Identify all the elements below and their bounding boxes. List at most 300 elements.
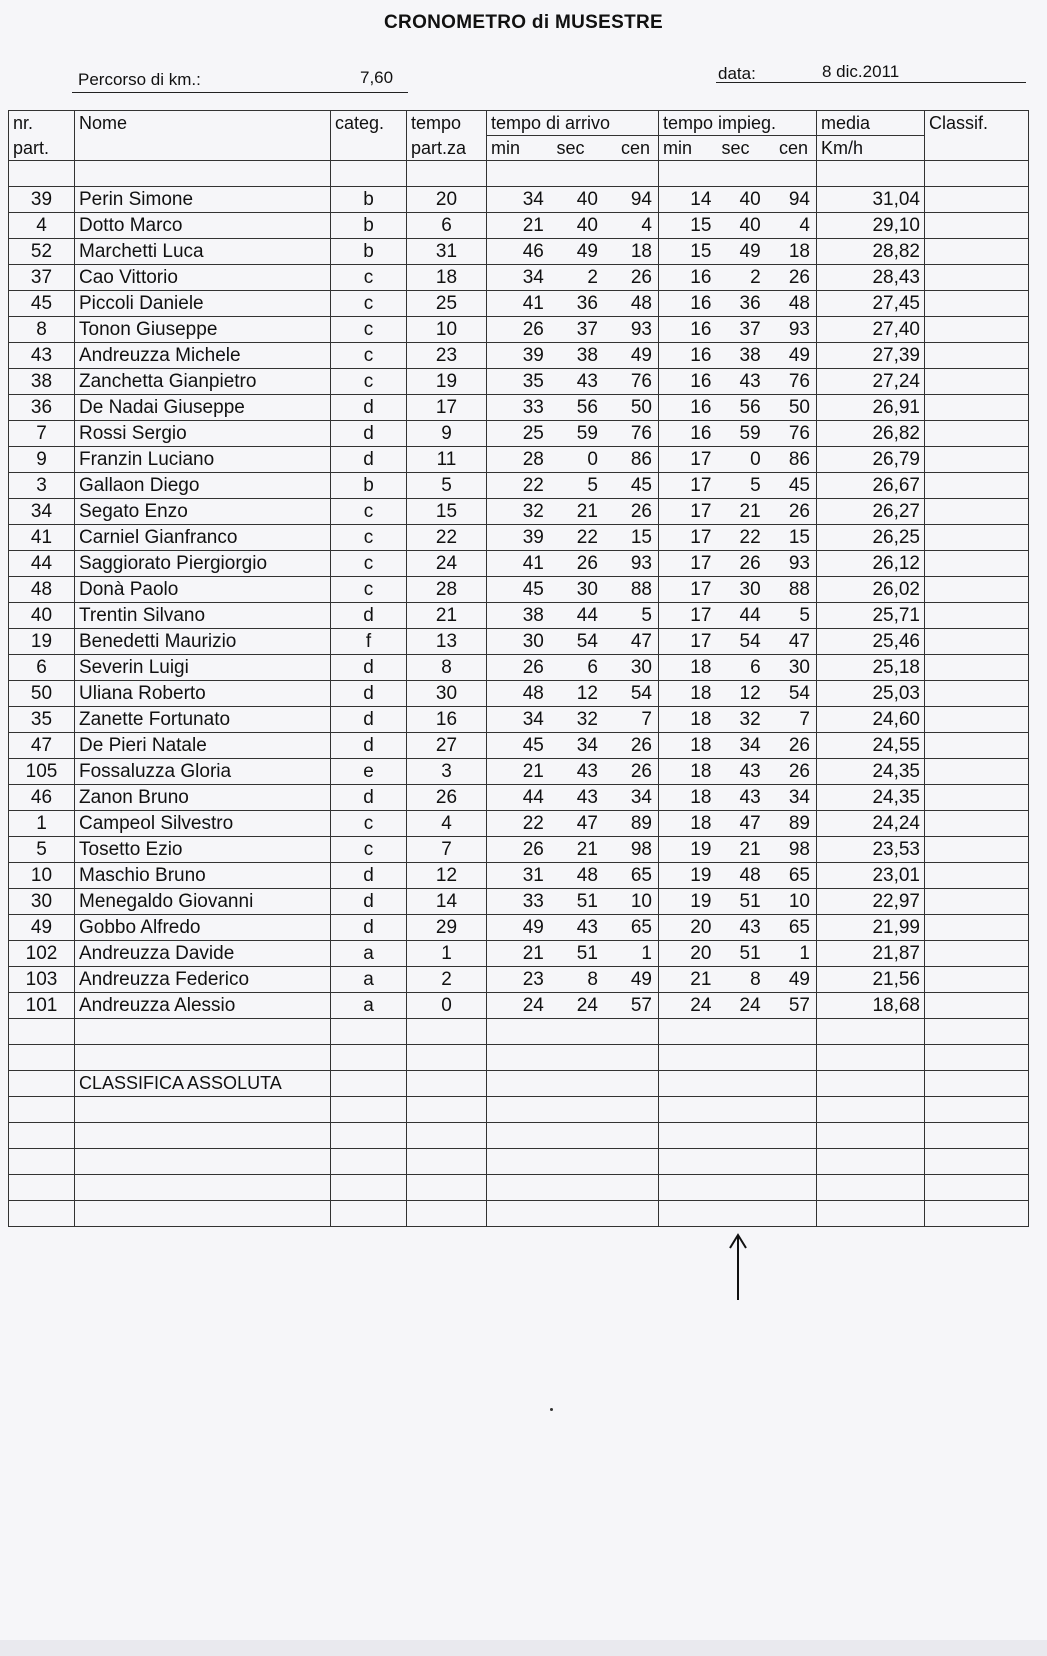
arrival-min: 26 bbox=[522, 319, 544, 340]
start-time: 26 bbox=[407, 785, 487, 811]
elapsed-cen: 7 bbox=[799, 709, 810, 730]
participant-number: 6 bbox=[9, 655, 75, 681]
participant-number: 52 bbox=[9, 239, 75, 265]
table-row bbox=[9, 395, 1029, 421]
elapsed-min: 16 bbox=[690, 423, 712, 444]
participant-name: Menegaldo Giovanni bbox=[75, 889, 331, 915]
arrival-time bbox=[487, 291, 659, 317]
arrival-cen: 30 bbox=[630, 657, 652, 678]
category: b bbox=[331, 213, 407, 239]
average-speed: 27,45 bbox=[817, 291, 925, 317]
elapsed-min: 19 bbox=[690, 891, 712, 912]
participant-number: 50 bbox=[9, 681, 75, 707]
blank-row bbox=[9, 161, 1029, 187]
arrival-min: 22 bbox=[522, 813, 544, 834]
arrival-min: 34 bbox=[522, 189, 544, 210]
start-time: 28 bbox=[407, 577, 487, 603]
table-row bbox=[9, 681, 1029, 707]
header-arrivo-cen: cen bbox=[620, 138, 650, 158]
participant-number: 7 bbox=[9, 421, 75, 447]
average-speed: 27,40 bbox=[817, 317, 925, 343]
arrival-cen: 93 bbox=[630, 553, 652, 574]
arrival-min: 31 bbox=[522, 865, 544, 886]
arrival-time bbox=[487, 239, 659, 265]
elapsed-cen: 10 bbox=[788, 891, 810, 912]
participant-name: Donà Paolo bbox=[75, 577, 331, 603]
elapsed-min: 17 bbox=[690, 475, 712, 496]
start-time: 23 bbox=[407, 343, 487, 369]
arrival-time bbox=[487, 993, 659, 1019]
elapsed-cen: 76 bbox=[788, 423, 810, 444]
scan-edge bbox=[0, 1640, 1047, 1656]
up-arrow-icon bbox=[728, 1232, 748, 1302]
elapsed-cen: 93 bbox=[788, 319, 810, 340]
participant-number: 48 bbox=[9, 577, 75, 603]
arrival-min: 34 bbox=[522, 709, 544, 730]
classification bbox=[925, 265, 1029, 291]
elapsed-time bbox=[659, 655, 817, 681]
category: d bbox=[331, 655, 407, 681]
table-row bbox=[9, 785, 1029, 811]
arrival-min: 23 bbox=[522, 969, 544, 990]
participant-name: Maschio Bruno bbox=[75, 863, 331, 889]
arrival-sec: 43 bbox=[576, 761, 598, 782]
table-row bbox=[9, 707, 1029, 733]
arrival-min: 45 bbox=[522, 579, 544, 600]
participant-name: Andreuzza Alessio bbox=[75, 993, 331, 1019]
header-arrivo-min: min bbox=[491, 138, 521, 158]
header-impieg-sub bbox=[659, 136, 817, 161]
average-speed: 26,67 bbox=[817, 473, 925, 499]
arrival-sec: 24 bbox=[576, 995, 598, 1016]
elapsed-min: 16 bbox=[690, 267, 712, 288]
arrival-time bbox=[487, 577, 659, 603]
table-row bbox=[9, 291, 1029, 317]
elapsed-sec: 43 bbox=[739, 761, 761, 782]
header-impieg-min: min bbox=[663, 138, 693, 158]
arrival-cen: 98 bbox=[630, 839, 652, 860]
elapsed-min: 15 bbox=[690, 215, 712, 236]
participant-number: 41 bbox=[9, 525, 75, 551]
elapsed-sec: 2 bbox=[750, 267, 761, 288]
start-time: 22 bbox=[407, 525, 487, 551]
category: a bbox=[331, 967, 407, 993]
arrival-cen: 5 bbox=[641, 605, 652, 626]
participant-name: Cao Vittorio bbox=[75, 265, 331, 291]
arrival-time bbox=[487, 733, 659, 759]
header-partza: part.za bbox=[407, 136, 487, 161]
header-part: part. bbox=[9, 136, 75, 161]
elapsed-sec: 51 bbox=[739, 943, 761, 964]
elapsed-sec: 43 bbox=[739, 371, 761, 392]
percorso-label: Percorso di km.: bbox=[78, 70, 201, 89]
arrival-cen: 10 bbox=[630, 891, 652, 912]
arrival-sec: 43 bbox=[576, 917, 598, 938]
elapsed-sec: 49 bbox=[739, 241, 761, 262]
start-time: 5 bbox=[407, 473, 487, 499]
elapsed-min: 20 bbox=[690, 943, 712, 964]
start-time: 4 bbox=[407, 811, 487, 837]
participant-name: Campeol Silvestro bbox=[75, 811, 331, 837]
classification bbox=[925, 681, 1029, 707]
start-time: 14 bbox=[407, 889, 487, 915]
arrival-sec: 40 bbox=[576, 215, 598, 236]
classification bbox=[925, 551, 1029, 577]
participant-name: Segato Enzo bbox=[75, 499, 331, 525]
average-speed: 25,71 bbox=[817, 603, 925, 629]
elapsed-cen: 1 bbox=[799, 943, 810, 964]
arrival-sec: 12 bbox=[576, 683, 598, 704]
participant-number: 19 bbox=[9, 629, 75, 655]
arrival-time bbox=[487, 707, 659, 733]
elapsed-min: 16 bbox=[690, 319, 712, 340]
arrival-sec: 56 bbox=[576, 397, 598, 418]
elapsed-time bbox=[659, 863, 817, 889]
participant-name: Andreuzza Federico bbox=[75, 967, 331, 993]
elapsed-min: 14 bbox=[690, 189, 712, 210]
arrival-sec: 5 bbox=[587, 475, 598, 496]
category: f bbox=[331, 629, 407, 655]
elapsed-time bbox=[659, 707, 817, 733]
category: d bbox=[331, 889, 407, 915]
header-classif: Classif. bbox=[925, 111, 1029, 161]
participant-name: Tonon Giuseppe bbox=[75, 317, 331, 343]
arrival-sec: 0 bbox=[587, 449, 598, 470]
table-row bbox=[9, 655, 1029, 681]
start-time: 15 bbox=[407, 499, 487, 525]
participant-number: 8 bbox=[9, 317, 75, 343]
category: c bbox=[331, 837, 407, 863]
arrival-time bbox=[487, 525, 659, 551]
page-title: CRONOMETRO di MUSESTRE bbox=[384, 12, 663, 33]
arrival-cen: 45 bbox=[630, 475, 652, 496]
blank-row bbox=[9, 1045, 1029, 1071]
elapsed-min: 19 bbox=[690, 865, 712, 886]
participant-name: Trentin Silvano bbox=[75, 603, 331, 629]
elapsed-cen: 47 bbox=[788, 631, 810, 652]
arrival-cen: 50 bbox=[630, 397, 652, 418]
start-time: 20 bbox=[407, 187, 487, 213]
participant-number: 43 bbox=[9, 343, 75, 369]
arrival-min: 45 bbox=[522, 735, 544, 756]
average-speed: 27,39 bbox=[817, 343, 925, 369]
participant-number: 35 bbox=[9, 707, 75, 733]
arrival-sec: 6 bbox=[587, 657, 598, 678]
arrival-min: 38 bbox=[522, 605, 544, 626]
category: c bbox=[331, 291, 407, 317]
arrival-sec: 44 bbox=[576, 605, 598, 626]
blank-row bbox=[9, 1175, 1029, 1201]
arrival-min: 39 bbox=[522, 345, 544, 366]
arrival-min: 24 bbox=[522, 995, 544, 1016]
average-speed: 21,56 bbox=[817, 967, 925, 993]
table-row bbox=[9, 473, 1029, 499]
arrival-sec: 54 bbox=[576, 631, 598, 652]
elapsed-cen: 15 bbox=[788, 527, 810, 548]
category: d bbox=[331, 915, 407, 941]
elapsed-time bbox=[659, 213, 817, 239]
start-time: 11 bbox=[407, 447, 487, 473]
elapsed-time bbox=[659, 395, 817, 421]
header-impieg: tempo impieg. bbox=[659, 111, 817, 136]
elapsed-sec: 22 bbox=[739, 527, 761, 548]
table-row bbox=[9, 993, 1029, 1019]
average-speed: 26,27 bbox=[817, 499, 925, 525]
arrival-cen: 57 bbox=[630, 995, 652, 1016]
classification bbox=[925, 811, 1029, 837]
classification bbox=[925, 655, 1029, 681]
classification bbox=[925, 577, 1029, 603]
arrival-cen: 54 bbox=[630, 683, 652, 704]
arrival-cen: 26 bbox=[630, 761, 652, 782]
elapsed-time bbox=[659, 551, 817, 577]
arrival-min: 26 bbox=[522, 657, 544, 678]
category: a bbox=[331, 941, 407, 967]
average-speed: 26,91 bbox=[817, 395, 925, 421]
elapsed-cen: 48 bbox=[788, 293, 810, 314]
classification bbox=[925, 967, 1029, 993]
average-speed: 23,01 bbox=[817, 863, 925, 889]
elapsed-sec: 12 bbox=[739, 683, 761, 704]
footer-body bbox=[9, 1019, 1029, 1227]
table-row bbox=[9, 369, 1029, 395]
arrival-time bbox=[487, 213, 659, 239]
elapsed-sec: 5 bbox=[750, 475, 761, 496]
participant-number: 36 bbox=[9, 395, 75, 421]
elapsed-sec: 44 bbox=[739, 605, 761, 626]
data-value: 8 dic.2011 bbox=[822, 62, 900, 81]
arrival-time bbox=[487, 889, 659, 915]
elapsed-min: 17 bbox=[690, 553, 712, 574]
classification bbox=[925, 733, 1029, 759]
participant-name: Uliana Roberto bbox=[75, 681, 331, 707]
participant-name: Marchetti Luca bbox=[75, 239, 331, 265]
elapsed-min: 18 bbox=[690, 709, 712, 730]
arrival-sec: 32 bbox=[576, 709, 598, 730]
average-speed: 24,35 bbox=[817, 785, 925, 811]
elapsed-cen: 4 bbox=[799, 215, 810, 236]
start-time: 25 bbox=[407, 291, 487, 317]
arrival-time bbox=[487, 187, 659, 213]
elapsed-sec: 21 bbox=[739, 501, 761, 522]
arrival-cen: 94 bbox=[630, 189, 652, 210]
elapsed-min: 17 bbox=[690, 501, 712, 522]
classification bbox=[925, 239, 1029, 265]
arrival-time bbox=[487, 785, 659, 811]
elapsed-min: 18 bbox=[690, 683, 712, 704]
elapsed-time bbox=[659, 759, 817, 785]
header-impieg-cen: cen bbox=[778, 138, 808, 158]
elapsed-min: 24 bbox=[690, 995, 712, 1016]
arrival-cen: 89 bbox=[630, 813, 652, 834]
elapsed-cen: 50 bbox=[788, 397, 810, 418]
table-row bbox=[9, 603, 1029, 629]
elapsed-cen: 93 bbox=[788, 553, 810, 574]
arrival-cen: 7 bbox=[641, 709, 652, 730]
elapsed-time bbox=[659, 343, 817, 369]
classification bbox=[925, 707, 1029, 733]
arrival-cen: 26 bbox=[630, 501, 652, 522]
arrival-time bbox=[487, 941, 659, 967]
average-speed: 31,04 bbox=[817, 187, 925, 213]
table-row bbox=[9, 941, 1029, 967]
arrival-time bbox=[487, 473, 659, 499]
classification bbox=[925, 369, 1029, 395]
table-row bbox=[9, 967, 1029, 993]
participant-name: Fossaluzza Gloria bbox=[75, 759, 331, 785]
elapsed-time bbox=[659, 265, 817, 291]
arrival-sec: 8 bbox=[587, 969, 598, 990]
elapsed-sec: 6 bbox=[750, 657, 761, 678]
start-time: 8 bbox=[407, 655, 487, 681]
table-row bbox=[9, 629, 1029, 655]
elapsed-min: 17 bbox=[690, 605, 712, 626]
category: c bbox=[331, 525, 407, 551]
table-row bbox=[9, 915, 1029, 941]
arrival-time bbox=[487, 915, 659, 941]
start-time: 27 bbox=[407, 733, 487, 759]
participant-number: 102 bbox=[9, 941, 75, 967]
elapsed-min: 18 bbox=[690, 761, 712, 782]
category: d bbox=[331, 785, 407, 811]
arrival-time bbox=[487, 655, 659, 681]
average-speed: 18,68 bbox=[817, 993, 925, 1019]
elapsed-time bbox=[659, 993, 817, 1019]
elapsed-min: 17 bbox=[690, 449, 712, 470]
elapsed-sec: 56 bbox=[739, 397, 761, 418]
participant-number: 105 bbox=[9, 759, 75, 785]
arrival-sec: 26 bbox=[576, 553, 598, 574]
elapsed-min: 17 bbox=[690, 579, 712, 600]
elapsed-min: 18 bbox=[690, 813, 712, 834]
blank-row bbox=[9, 1201, 1029, 1227]
average-speed: 28,43 bbox=[817, 265, 925, 291]
ink-dot bbox=[550, 1408, 553, 1411]
blank-row bbox=[9, 1097, 1029, 1123]
elapsed-sec: 38 bbox=[739, 345, 761, 366]
start-time: 29 bbox=[407, 915, 487, 941]
participant-name: Zanette Fortunato bbox=[75, 707, 331, 733]
elapsed-sec: 43 bbox=[739, 787, 761, 808]
arrival-time bbox=[487, 343, 659, 369]
elapsed-sec: 43 bbox=[739, 917, 761, 938]
elapsed-sec: 37 bbox=[739, 319, 761, 340]
table-row bbox=[9, 811, 1029, 837]
elapsed-cen: 49 bbox=[788, 969, 810, 990]
participant-number: 40 bbox=[9, 603, 75, 629]
header-arrivo: tempo di arrivo bbox=[487, 111, 659, 136]
participant-number: 101 bbox=[9, 993, 75, 1019]
elapsed-cen: 26 bbox=[788, 501, 810, 522]
header-categ-blank bbox=[331, 136, 407, 161]
header-nr: nr. bbox=[9, 111, 75, 136]
arrival-min: 35 bbox=[522, 371, 544, 392]
elapsed-sec: 59 bbox=[739, 423, 761, 444]
elapsed-sec: 40 bbox=[739, 215, 761, 236]
arrival-sec: 30 bbox=[576, 579, 598, 600]
start-time: 1 bbox=[407, 941, 487, 967]
start-time: 6 bbox=[407, 213, 487, 239]
participant-number: 39 bbox=[9, 187, 75, 213]
arrival-cen: 47 bbox=[630, 631, 652, 652]
arrival-min: 39 bbox=[522, 527, 544, 548]
elapsed-min: 16 bbox=[690, 293, 712, 314]
elapsed-cen: 26 bbox=[788, 735, 810, 756]
arrival-time bbox=[487, 447, 659, 473]
participant-name: Perin Simone bbox=[75, 187, 331, 213]
elapsed-min: 16 bbox=[690, 371, 712, 392]
category: a bbox=[331, 993, 407, 1019]
start-time: 24 bbox=[407, 551, 487, 577]
arrival-min: 22 bbox=[522, 475, 544, 496]
arrival-time bbox=[487, 317, 659, 343]
start-time: 13 bbox=[407, 629, 487, 655]
start-time: 12 bbox=[407, 863, 487, 889]
average-speed: 21,87 bbox=[817, 941, 925, 967]
category: b bbox=[331, 473, 407, 499]
table-row bbox=[9, 577, 1029, 603]
arrival-time bbox=[487, 265, 659, 291]
arrival-cen: 34 bbox=[630, 787, 652, 808]
arrival-min: 34 bbox=[522, 267, 544, 288]
participant-number: 49 bbox=[9, 915, 75, 941]
average-speed: 27,24 bbox=[817, 369, 925, 395]
results-table bbox=[8, 110, 1029, 1227]
elapsed-min: 18 bbox=[690, 657, 712, 678]
classification bbox=[925, 603, 1029, 629]
arrival-sec: 40 bbox=[576, 189, 598, 210]
arrival-cen: 18 bbox=[630, 241, 652, 262]
header-categ: categ. bbox=[331, 111, 407, 136]
classification bbox=[925, 291, 1029, 317]
elapsed-sec: 8 bbox=[750, 969, 761, 990]
category: d bbox=[331, 421, 407, 447]
arrival-min: 33 bbox=[522, 397, 544, 418]
blank-row bbox=[9, 1149, 1029, 1175]
classification bbox=[925, 837, 1029, 863]
elapsed-time bbox=[659, 369, 817, 395]
elapsed-sec: 47 bbox=[739, 813, 761, 834]
header-nome-blank bbox=[75, 136, 331, 161]
arrival-sec: 21 bbox=[576, 501, 598, 522]
participant-number: 103 bbox=[9, 967, 75, 993]
category: c bbox=[331, 551, 407, 577]
elapsed-sec: 21 bbox=[739, 839, 761, 860]
participant-number: 46 bbox=[9, 785, 75, 811]
category: d bbox=[331, 863, 407, 889]
elapsed-min: 19 bbox=[690, 839, 712, 860]
arrival-min: 33 bbox=[522, 891, 544, 912]
classification bbox=[925, 317, 1029, 343]
arrival-time bbox=[487, 395, 659, 421]
participant-number: 37 bbox=[9, 265, 75, 291]
elapsed-time bbox=[659, 525, 817, 551]
elapsed-sec: 48 bbox=[739, 865, 761, 886]
arrival-min: 41 bbox=[522, 553, 544, 574]
elapsed-sec: 30 bbox=[739, 579, 761, 600]
header-row-top bbox=[9, 111, 1029, 136]
elapsed-min: 18 bbox=[690, 735, 712, 756]
elapsed-time bbox=[659, 889, 817, 915]
elapsed-sec: 36 bbox=[739, 293, 761, 314]
arrival-time bbox=[487, 603, 659, 629]
arrival-sec: 36 bbox=[576, 293, 598, 314]
start-time: 30 bbox=[407, 681, 487, 707]
category: c bbox=[331, 577, 407, 603]
category: d bbox=[331, 395, 407, 421]
elapsed-time bbox=[659, 915, 817, 941]
table-row bbox=[9, 447, 1029, 473]
